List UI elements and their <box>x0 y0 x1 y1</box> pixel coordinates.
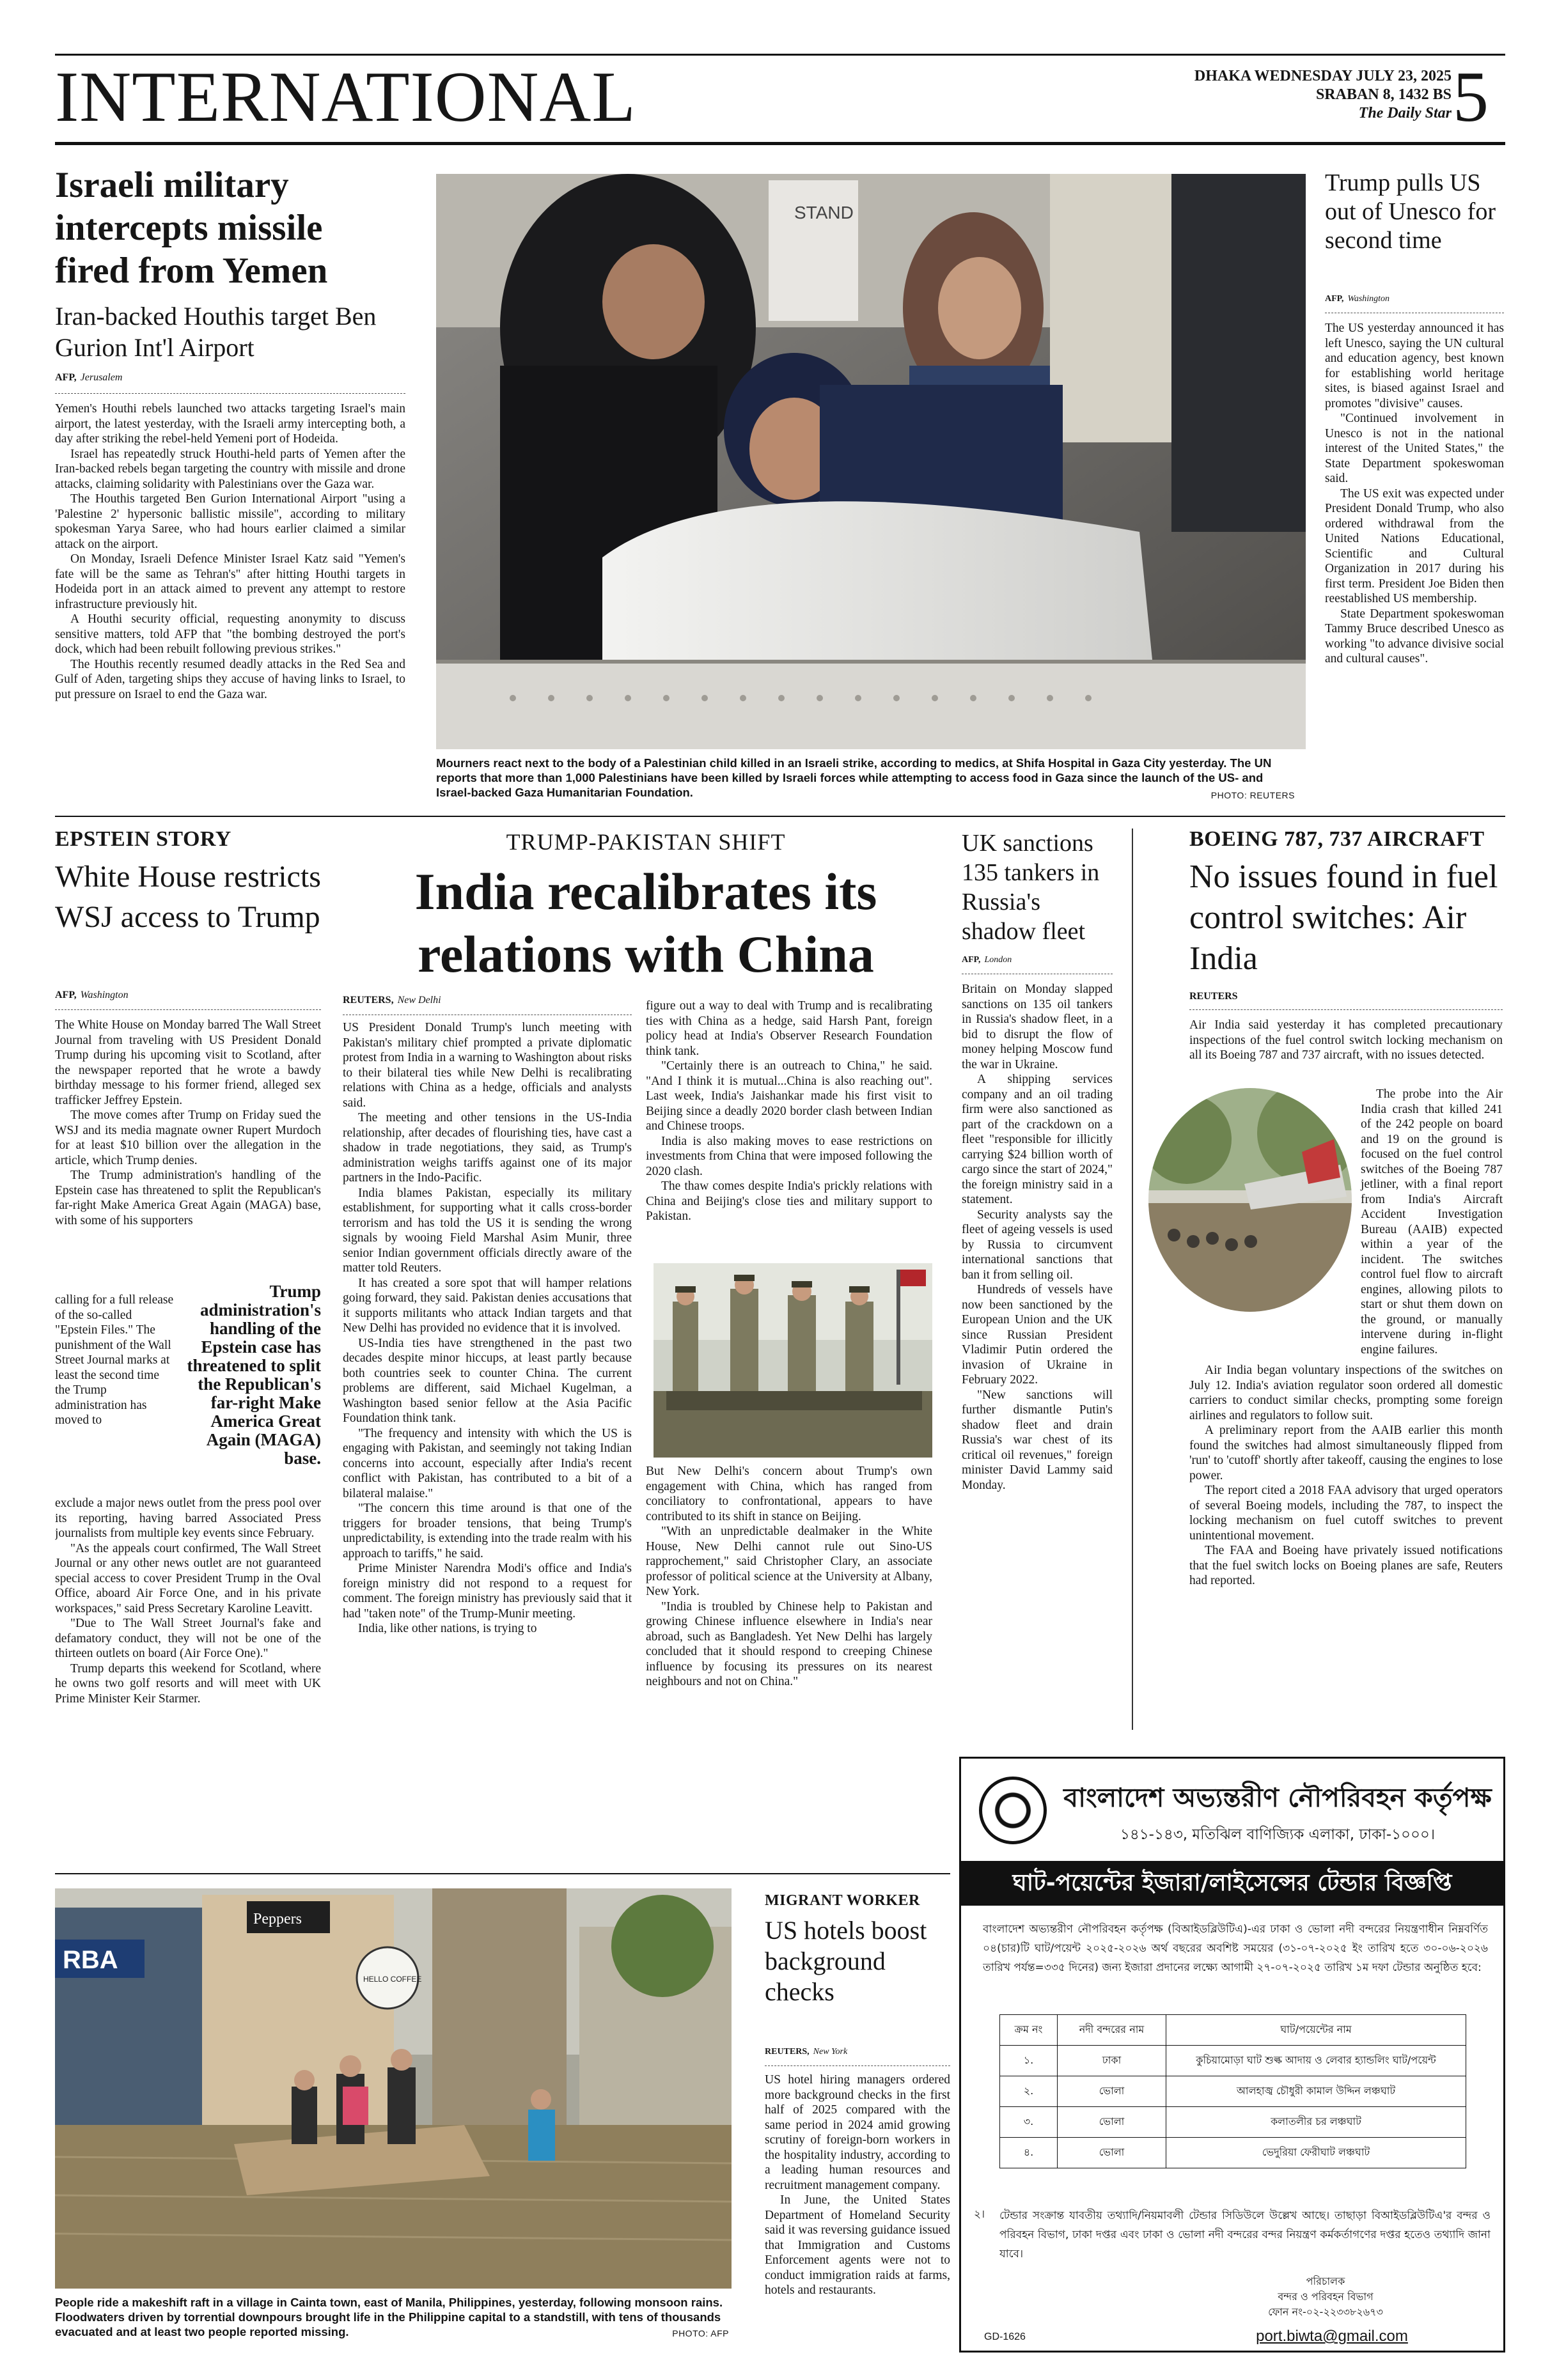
paragraph: "The frequency and intensity with which the US is engaging with Pakistan, and seemingly not taking Indian concerns into account, especially after India's recent conflict with Pakistan, has contributed to a bit of a bilateral malaise." <box>343 1426 632 1500</box>
paragraph: figure out a way to deal with Trump and is recalibrating ties with China as a hedge, said Harsh Pant, foreign policy head at India's Observer Research Foundation think tank. <box>646 999 932 1058</box>
paragraph: A preliminary report from the AAIB earlier this month found the switches had almost simultaneously flipped from 'run' to 'cutoff' shortly after takeoff, causing the engines to lose power. <box>1189 1424 1503 1482</box>
tender-table <box>999 2014 1466 2193</box>
paragraph: The White House on Monday barred The Wall Street Journal from traveling with US President Donald Trump during his upcoming visit to Scotland, after the newspaper reported that he wrote a bawdy birthday message to his former friend, alleged sex trafficker Jeffrey Epstein. <box>55 1018 321 1107</box>
boeing-headline: No issues found in fuel control switches: Air India <box>1189 859 1498 977</box>
tender-advertisement <box>959 1757 1505 2353</box>
flood-caption: People ride a makeshift raft in a village in Cainta town, east of Manila, Philippines, yesterday, following monsoon rains. Floodwaters driven by torrential downpours brought life in the Philippine capital to a standstill, with tens of thousands evacuated and at least two people reported missing. <box>55 2296 723 2338</box>
page-number: 5 <box>1453 61 1489 137</box>
paragraph: "Certainly there is an outreach to China," he said. "And I think it is mutual...China is also reaching out". Last week, India's Jaishankar made his first visit to Beijing since a deadly 2020 border clash between Indian and Chinese troops. <box>646 1059 932 1133</box>
paragraph: The meeting and other tensions in the US-India relationship, after decades of flourishing ties, have cast a shadow in trade negotiations, they said, as Trump's administration weighs tariffs against one of its major partners in the Indo-Pacific. <box>343 1111 632 1185</box>
row-divider <box>55 816 1505 817</box>
paragraph: India is also making moves to ease restrictions on investments from China that were imposed following the 2020 clash. <box>646 1134 932 1178</box>
paragraph: A Houthi security official, requesting anonymity to discuss sensitive matters, told AFP that "the bombing destroyed the port's dock, which had been rebuilt following previous strikes." <box>55 612 405 656</box>
migrant-kicker: MIGRANT WORKER <box>765 1892 920 1909</box>
paragraph: Trump departs this weekend for Scotland, where he owns two golf resorts and will meet with UK Prime Minister Keir Starmer. <box>55 1661 321 1706</box>
paragraph: "India is troubled by Chinese help to Pakistan and growing Chinese influence elsewhere in India's near abroad, such as Bangladesh. Yet New Delhi has largely concluded that it should respond to creeping Chinese influence by focusing its pressures on its nearest neighbours and not on China." <box>646 1599 932 1688</box>
paragraph: The report cited a 2018 FAA advisory that urged operators of several Boeing models, including the 787, to inspect the locking mechanism on fuel cutoff switches to prevent unintentional movement. <box>1189 1484 1503 1543</box>
col-header: ঘাট/পয়েন্টের নাম <box>1166 2015 1466 2046</box>
ad-note: টেন্ডার সংক্রান্ত যাবতীয় তথ্যাদি/নিয়মাবলী টেন্ডার সিডিউলে উল্লেখ আছে। তাছাড়া বিআইডব্লিউটিএ'র বন্দর ও পরিবহন বিভাগ, ঢাকা দপ্তর এবং ঢাকা ও ভোলা নদী বন্দরের বন্দর নিয়ন্ত্রণ কর্মকর্তাগণের দপ্তর হতেও তথ্যাদি জানা যাবে। <box>999 2209 1491 2260</box>
paragraph: It has created a sore spot that will hamper relations going forward, they said. Pakistan denies accusations that it supports militants who attack Indian targets and that New Delhi has provided no evidence that it is involved. <box>343 1276 632 1335</box>
paragraph: US-India ties have strengthened in the past two decades despite minor hiccups, at least partly because both countries seek to counter China. The current problems are different, said Michael Kugelman, a Washington based senior fellow at the Asia Pacific Foundation think tank. <box>343 1336 632 1425</box>
paragraph: In June, the United States Department of Homeland Security said it was reversing guidance issued that Immigration and Customs Enforcement agents were not to conduct immigration raids at farms, hotels and restaurants. <box>765 2193 950 2297</box>
india-byline: REUTERS, New Delhi <box>343 995 632 1015</box>
paragraph: But New Delhi's concern about Trump's own engagement with China, which has ranged from conciliatory to confrontational, appears to have contributed to its shift in stance on Beijing. <box>646 1465 932 1523</box>
ad-intro: বাংলাদেশ অভ্যন্তরীণ নৌপরিবহন কর্তৃপক্ষ (বিআইডব্লিউটিএ)-এর ঢাকা ও ভোলা নদী বন্দরের নিয়ন্ত্রণাধীন নিম্নবর্ণিত ০৪(চার)টি ঘাট/পয়েন্ট ২০২৫-২০২৬ অর্থ বছরের অবশিষ্ট সময়ের (৩১-০৭-২০২৫ ইং তারিখ হতে ৩০-০৬-২০২৬ তারিখ পর্যন্ত=৩৩৫ দিনের) জন্য ইজারা প্রদানের লক্ষ্যে আগামী ২৭-০৭-২০২৫ তারিখ ১ম দফা টেন্ডার অনুষ্ঠিত হবে: <box>983 1923 1488 1974</box>
bengali-date: SRABAN 8, 1432 BS <box>1315 86 1452 103</box>
boeing-wrap: The probe into the Air India crash that killed 241 of the 242 people on board and 19 on the ground is focused on the fuel control switches of the Boeing 787 jetliner, with a final report from India's Aircraft Accident Investigation Bureau (AAIB) expected within a year of the incident. The switches control fuel flow to aircraft engines, allowing pilots to start or shut them down on the ground, or manually intervene during in-flight engine failures. <box>1361 1087 1503 1357</box>
india-col2-bottom <box>646 1464 932 1720</box>
masthead-rule-top <box>55 54 1505 56</box>
paragraph: US hotel hiring managers ordered more background checks in the first half of 2025 compared with the same period in 2024 amid growing scrutiny of foreign-born workers in the hospitality industry, according to a leading human resources and recruitment management company. <box>765 2073 950 2192</box>
bottom-divider <box>55 1873 950 1874</box>
paragraph: Hundreds of vessels have now been sanctioned by the European Union and the UK since Russian President Vladimir Putin ordered the invasion of Ukraine in February 2022. <box>962 1283 1113 1387</box>
paragraph: The FAA and Boeing have privately issued notifications that the fuel switch locks on Boeing planes are safe, Reuters had reported. <box>1189 1544 1503 1587</box>
boeing-byline: REUTERS <box>1189 991 1503 1010</box>
epstein-body-narrow: calling for a full release of the so-called "Epstein Files." The punishment of the Wall Street Journal marks at least the second time the Trump administration has moved to <box>55 1293 174 1427</box>
lead-subhead: Iran-backed Houthis target Ben Gurion Int'l Airport <box>55 302 377 362</box>
paragraph: The US exit was expected under President Donald Trump, who also ordered withdrawal from the United Nations Educational, Scientific and Cultural Organization in 2017 during his first term. President Joe Biden then reestablished US membership. <box>1325 486 1504 605</box>
ad-title: ঘাট-পয়েন্টের ইজারা/লাইসেন্সের টেন্ডার বিজ্ঞপ্তি <box>961 1861 1503 1906</box>
uk-body <box>962 982 1113 1736</box>
boeing-lead: Air India said yesterday it has completed precautionary inspections of the fuel control switch locking mechanism on all its Boeing 787 and 737 aircraft, with no issues detected. <box>1189 1018 1503 1062</box>
paragraph: The move comes after Trump on Friday sued the WSJ and its media magnate owner Rupert Murdoch for at least $10 billion over the allegation in the article, which Trump denies. <box>55 1108 321 1167</box>
paragraph: "As the appeals court confirmed, The Wall Street Journal or any other news outlet are not guaranteed special access to cover President Trump in the Oval Office, aboard Air Force One, and in his private workspaces," said Press Secretary Karoline Leavitt. <box>55 1541 321 1615</box>
ad-address: ১৪১-১৪৩, মতিঝিল বাণিজ্যিক এলাকা, ঢাকা-১০০০। <box>1120 1826 1436 1843</box>
paragraph: The Houthis targeted Ben Gurion International Airport "using a 'Palestine 2' hypersonic ballistic missile", according to military spokesman Yarya Saree, who had hours earlier claimed a similar attack on the airport. <box>55 492 405 551</box>
epstein-headline: White House restricts WSJ access to Trump <box>55 860 321 934</box>
ad-org-name: বাংলাদেশ অভ্যন্তরীণ নৌপরিবহন কর্তৃপক্ষ <box>1063 1782 1492 1813</box>
sig-phone: ফোন নং-০২-২২৩৩৮২৬৭৩ <box>1268 2306 1383 2318</box>
india-headline: India recalibrates its relations with China <box>414 862 877 983</box>
lead-headline: Israeli military intercepts missile fired from Yemen <box>55 165 328 291</box>
paragraph: "Due to The Wall Street Journal's fake and defamatory conduct, they will not be one of the thirteen outlets on board (Air Force One)." <box>55 1617 321 1660</box>
paragraph: The thaw comes despite India's prickly relations with China and Beijing's close ties and military support to Pakistan. <box>646 1179 932 1223</box>
sig-dept: বন্দর ও পরিবহন বিভাগ <box>1278 2291 1374 2303</box>
col-header: ক্রম নং <box>1000 2015 1058 2046</box>
paragraph: Britain on Monday slapped sanctions on 135 oil tankers in Russia's shadow fleet, in a bid to disrupt the flow of money helping Moscow fund the war in Ukraine. <box>962 983 1113 1071</box>
paragraph: exclude a major news outlet from the press pool over its reporting, having barred Associated Press journalists from multiple key events since February. <box>55 1497 321 1540</box>
sig-title: পরিচালক <box>1306 2275 1345 2287</box>
table-header-row <box>1000 2015 1466 2046</box>
paragraph: The Houthis recently resumed deadly attacks in the Red Sea and Gulf of Aden, targeting ships they accuse of having links to Israel, to put pressure on Israel to end the Gaza war. <box>55 657 405 701</box>
paragraph: India blames Pakistan, especially its military establishment, for supporting what it calls cross-border terrorism and has told the US it is sending the wrong signals by wooing Field Marshal Asim Munir, three senior Indian government officials directly aware of the matter told Reuters. <box>343 1186 632 1275</box>
epstein-byline: AFP, Washington <box>55 990 321 1010</box>
masthead-rule <box>55 142 1505 145</box>
flood-sign-peppers: Peppers <box>253 1911 302 1927</box>
flood-sign-rba: RBA <box>63 1946 118 1974</box>
ad-email-link[interactable]: port.biwta@gmail.com <box>1256 2328 1408 2345</box>
epstein-kicker: EPSTEIN STORY <box>55 827 231 851</box>
gaza-caption: Mourners react next to the body of a Palestinian child killed in an Israeli strike, according to medics, at Shifa Hospital in Gaza City yesterday. The UN reports that more than 1,000 Palestinians have been killed by Israeli forces while attempting to access food in Gaza since the launch of the US- and Israel-backed Gaza Humanitarian Foundation. <box>436 756 1272 799</box>
col-header: নদী বন্দরের নাম <box>1058 2015 1166 2046</box>
uk-headline: UK sanctions 135 tankers in Russia's shadow fleet <box>962 830 1100 945</box>
photo-sign-text: STAND <box>794 203 854 222</box>
paragraph: "With an unpredictable dealmaker in the White House, New Delhi cannot rule out Sino-US rapprochement," said Christopher Clary, an associate professor of political science at the University at Albany, New York. <box>646 1525 932 1598</box>
gaza-photo <box>436 174 1306 749</box>
table-row: ৪. ভোলা ভেদুরিয়া ফেরীঘাট লঞ্চঘাট <box>1000 2138 1466 2168</box>
boeing-body <box>1189 1363 1503 1727</box>
lead-body <box>55 401 405 804</box>
migrant-body <box>765 2073 950 2341</box>
india-kicker: TRUMP-PAKISTAN SHIFT <box>506 829 786 855</box>
paragraph: "The concern this time around is that one of the triggers for broader tensions, that being Trump's unpredictability, is extending into the trade realm with his approach to tariffs," he said. <box>343 1502 632 1560</box>
paragraph: US President Donald Trump's lunch meeting with Pakistan's military chief prompted a private diplomatic protest from India in a warning to Washington about risks to their bilateral ties while New Delhi is recalibrating relations with China as a hedge, officials and analysts said. <box>343 1021 632 1110</box>
india-col1 <box>343 1020 632 1871</box>
paragraph: Israel has repeatedly struck Houthi-held parts of Yemen after the Iran-backed rebels began targeting the country with missile and drone attacks, claiming solidarity with Palestinians over the Gaza war. <box>55 447 405 491</box>
date-text: DHAKA WEDNESDAY JULY 23, 2025 <box>1194 68 1452 84</box>
pakistan-army-photo <box>654 1263 932 1458</box>
flood-photo <box>55 1888 732 2289</box>
unesco-body <box>1325 321 1504 807</box>
gaza-photo-credit: PHOTO: REUTERS <box>1210 790 1295 800</box>
paragraph: Yemen's Houthi rebels launched two attacks targeting Israel's main airport, the latest yesterday, with the Israeli army intercepting both, a day after striking the rebel-held Yemeni port of Hodeida. <box>55 402 405 446</box>
epstein-body-bottom <box>55 1496 321 1870</box>
table-row: ২. ভোলা আলহাজ্ব চৌধুরী কামাল উদ্দিন লঞ্চঘাট <box>1000 2076 1466 2107</box>
paragraph: "New sanctions will further dismantle Putin's shadow fleet and drain Russia's war chest of its critical oil revenues," foreign minister David Lammy said Monday. <box>962 1388 1113 1492</box>
unesco-headline: Trump pulls US out of Unesco for second time <box>1325 169 1496 254</box>
ad-note-number: ২। <box>974 2208 985 2221</box>
paragraph: The US yesterday announced it has left Unesco, saying the UN cultural and education agency, best known for establishing world heritage sites, is biased against Israel and promotes "divisive" causes. <box>1325 322 1504 410</box>
dateline <box>1087 67 1452 128</box>
section-title: INTERNATIONAL <box>55 61 636 137</box>
ad-code: GD-1626 <box>984 2331 1026 2342</box>
paragraph: Air India began voluntary inspections of the switches on July 12. India's aviation regulator soon ordered all domestic carriers to conduct similar checks, prompting some foreign airlines and regulators to follow suit. <box>1189 1364 1503 1422</box>
epstein-body-top <box>55 1018 321 1293</box>
paragraph: India, like other nations, is trying to <box>358 1622 537 1635</box>
paragraph: State Department spokeswoman Tammy Bruce described Unesco as working "to advance divisive social and cultural causes". <box>1325 607 1504 665</box>
paper-name: The Daily Star <box>1358 105 1452 121</box>
paragraph: The Trump administration's handling of the Epstein case has threatened to split the Republican's far-right Make America Great Again (MAGA) base, with some of his supporters <box>55 1169 321 1227</box>
epstein-pullquote: Trump administration's handling of the Epstein case has threatened to split the Republican's far-right Make America Great Again (MAGA) base. <box>187 1282 321 1468</box>
migrant-headline: US hotels boost background checks <box>765 1916 927 2006</box>
flood-sign-coffee: HELLO COFFEE <box>363 1975 422 1984</box>
boeing-kicker: BOEING 787, 737 AIRCRAFT <box>1189 827 1485 851</box>
migrant-byline: REUTERS, New York <box>765 2047 950 2066</box>
paragraph: A shipping services company and an oil trading firm were also sanctioned as part of the crackdown on a fleet "responsible for illicitly carrying $24 billion worth of cargo since the start of 2024," the foreign ministry said in a statement. <box>962 1073 1113 1206</box>
unesco-byline: AFP, Washington <box>1325 294 1504 313</box>
paragraph: Prime Minister Narendra Modi's office and India's foreign ministry did not respond to a request for comment. The foreign ministry has previously said that it had "taken note" of the Trump-Munir meeting. <box>343 1562 632 1621</box>
flood-photo-credit: PHOTO: AFP <box>672 2328 729 2338</box>
lead-byline: AFP, Jerusalem <box>55 372 405 394</box>
india-col2-top <box>646 999 932 1261</box>
uk-byline: AFP, London <box>962 955 1113 974</box>
paragraph: "Continued involvement in Unesco is not in the national interest of the United States," the State Department spokeswoman said. <box>1325 412 1504 485</box>
table-row: ৩. ভোলা কলাতলীর চর লঞ্চঘাট <box>1000 2107 1466 2138</box>
table-row: ১. ঢাকা কুচিয়ামোড়া ঘাট শুল্ক আদায় ও লেবার হ্যান্ডলিং ঘাট/পয়েন্ট <box>1000 2046 1466 2076</box>
column-divider <box>1132 828 1133 1730</box>
biwta-logo <box>979 1777 1047 1844</box>
paragraph: Security analysts say the fleet of ageing vessels is used by Russia to circumvent international sanctions that ban it from selling oil. <box>962 1208 1113 1282</box>
paragraph: On Monday, Israeli Defence Minister Israel Katz said "Yemen's fate will be the same as Tehran's" after hitting Houthi targets in Hodeida port in an attack aimed to prevent any attempt to restore infrastructure previously hit. <box>55 552 405 611</box>
